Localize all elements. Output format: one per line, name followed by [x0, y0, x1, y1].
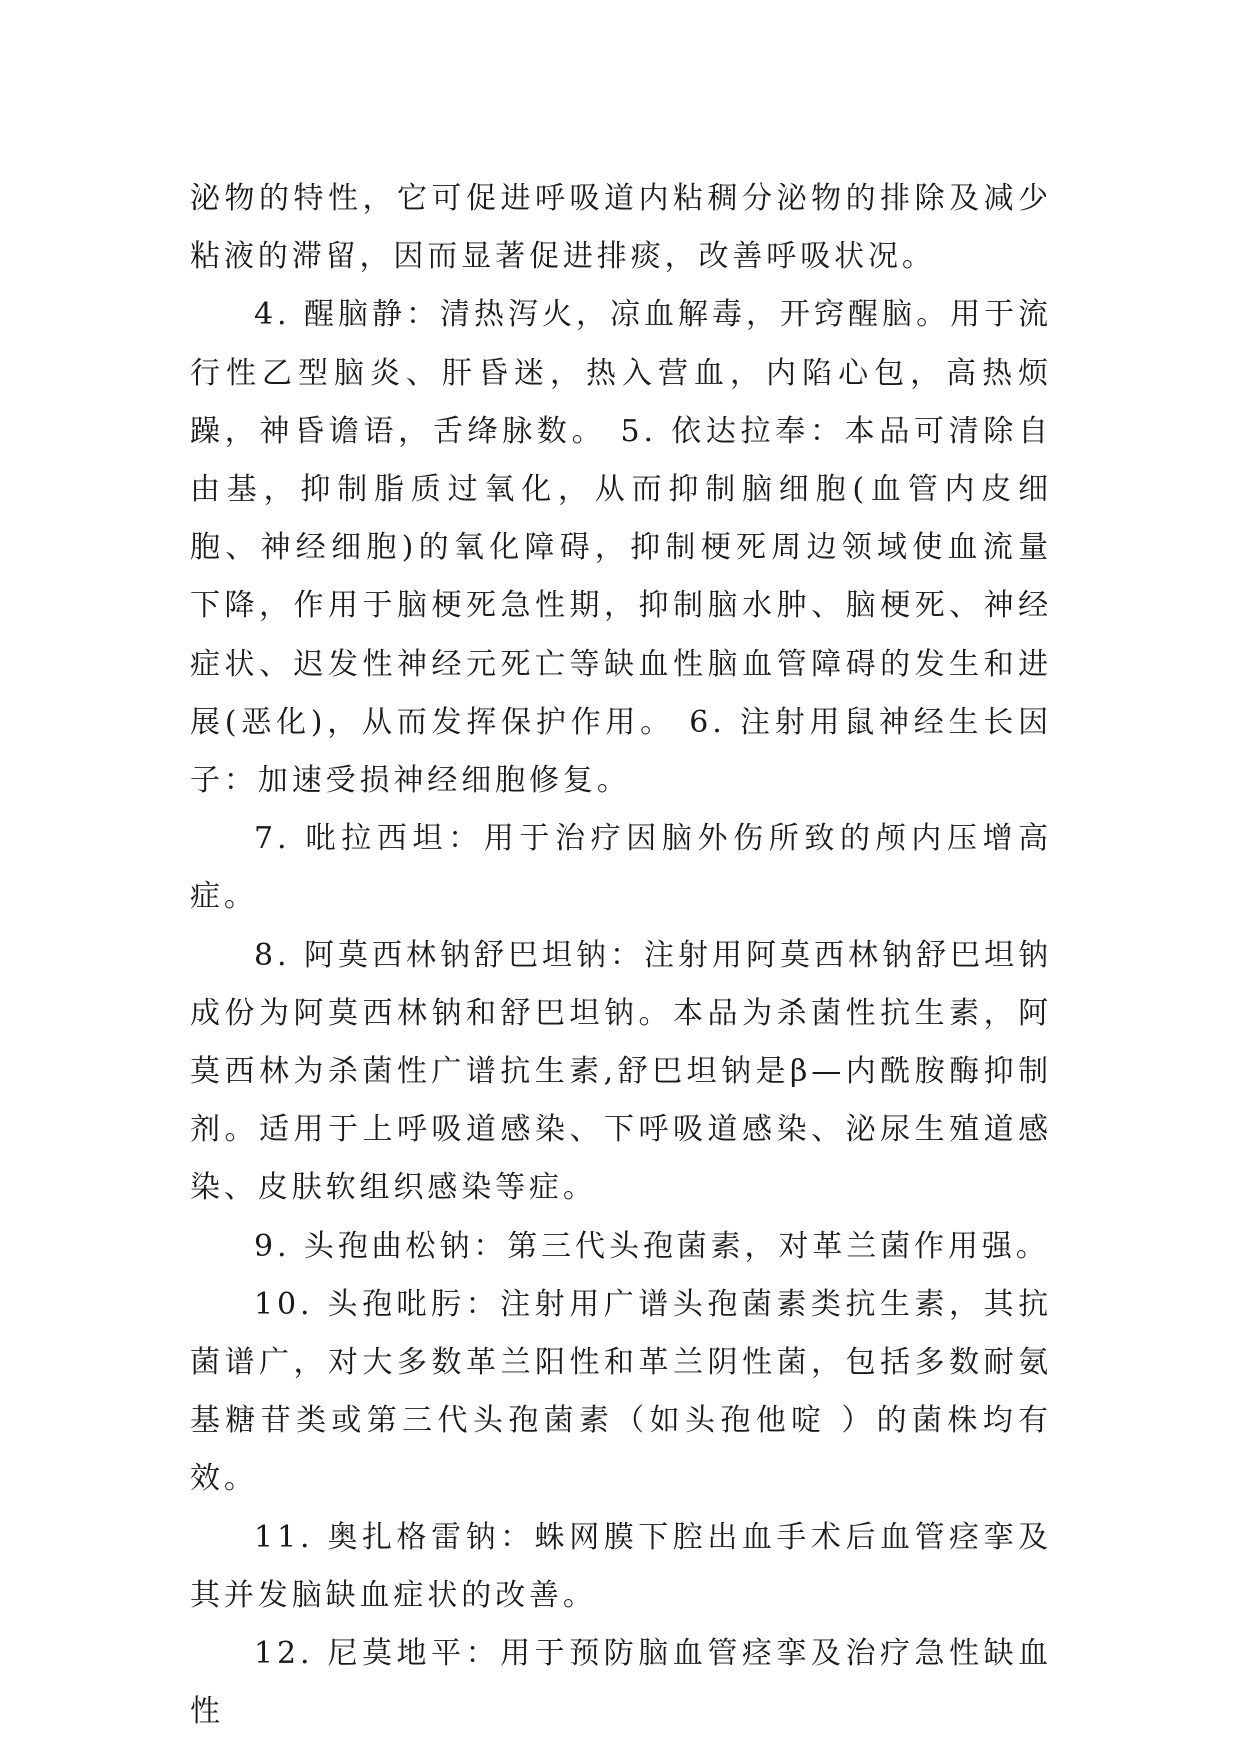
paragraph-4: 8. 阿莫西林钠舒巴坦钠：注射用阿莫西林钠舒巴坦钠成份为阿莫西林钠和舒巴坦钠。本品为杀菌性抗生素，阿莫西林为杀菌性广谱抗生素,舒巴坦钠是β—内酰胺酶抑制剂。适用于上呼吸道感染、下呼吸道感染、泌尿生殖道感染、皮肤软组织感染等症。 [190, 937, 1052, 1206]
paragraph-7: 11. 奥扎格雷钠：蛛网膜下腔出血手术后血管痉挛及其并发脑缺血症状的改善。 [190, 1519, 1052, 1613]
paragraph-2: 4. 醒脑静：清热泻火，凉血解毒，开窍醒脑。用于流行性乙型脑炎、肝昏迷，热入营血，内陷心包，高热烦躁，神昏谵语，舌绛脉数。 5. 依达拉奉：本品可清除自由基，抑制脂质过氧化，从而抑制脑细胞(血管内皮细胞、神经细胞)的氧化障碍，抑制梗死周边领域使血流量下降，作用于脑梗死急性期，抑制脑水肿、脑梗死、神经症状、迟发性神经元死亡等缺血性脑血管障碍的发生和进展(恶化)，从而发挥保护作用。 6. 注射用鼠神经生长因子：加速受损神经细胞修复。 [190, 297, 1052, 799]
paragraph-1: 泌物的特性，它可促进呼吸道内粘稠分泌物的排除及减少粘液的滞留，因而显著促进排痰，改善呼吸状况。 [190, 181, 1052, 275]
paragraph-3: 7. 吡拉西坦：用于治疗因脑外伤所致的颅内压增高症。 [190, 821, 1052, 915]
paragraph-5: 9. 头孢曲松钠：第三代头孢菌素，对革兰菌作用强。 [254, 1228, 1050, 1264]
paragraph-8: 12. 尼莫地平：用于预防脑血管痉挛及治疗急性缺血性 [190, 1636, 1052, 1730]
document-page [190, 170, 1052, 1741]
paragraph-6: 10. 头孢吡肟：注射用广谱头孢菌素类抗生素，其抗菌谱广，对大多数革兰阳性和革兰阴性菌，包括多数耐氨基糖苷类或第三代头孢菌素（如头孢他啶 ）的菌株均有效。 [190, 1286, 1052, 1497]
